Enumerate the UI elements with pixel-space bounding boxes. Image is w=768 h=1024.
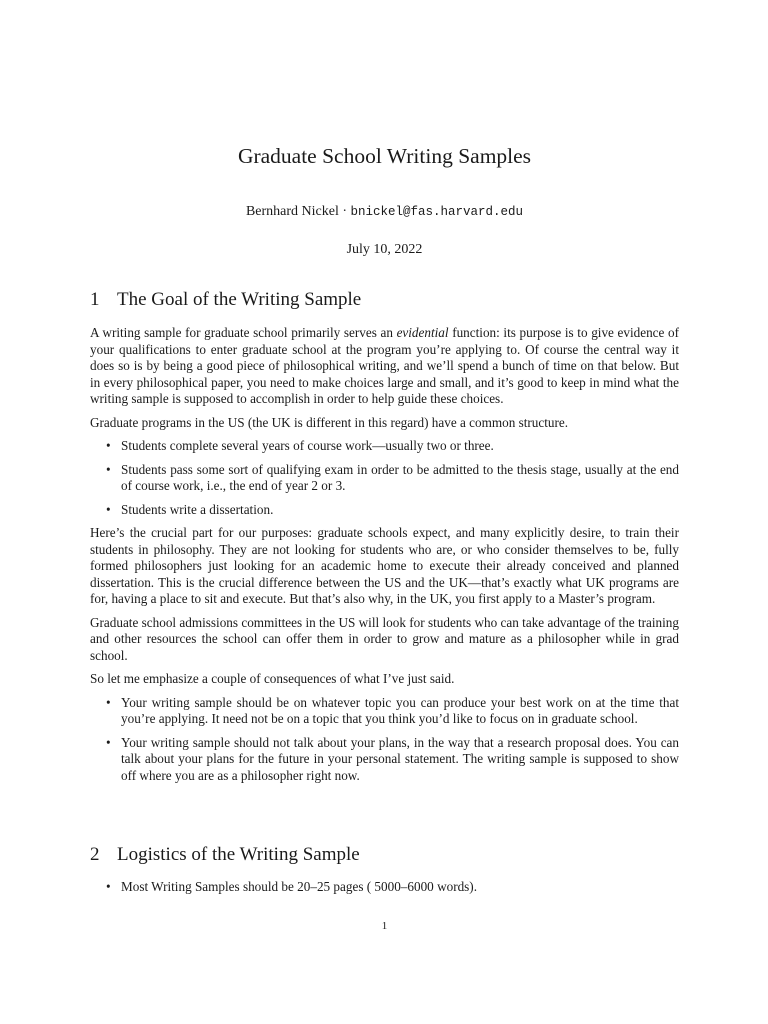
document-date: July 10, 2022: [346, 242, 423, 257]
bullet-icon: •: [106, 438, 111, 453]
list-item-text: Your writing sample should not talk about your plans, in the way that a research proposal does. You can talk about your plans for the future in your personal statement. The writing sample is supposed to show off where you are as a philosopher right now.: [121, 734, 679, 783]
emphasis-text: evidential: [396, 325, 449, 340]
section-1-body: [90, 325, 679, 791]
author-name: Bernhard Nickel: [245, 204, 339, 219]
document-title: Graduate School Writing Samples: [237, 144, 532, 168]
list-item: [90, 502, 679, 519]
bullet-icon: •: [106, 734, 111, 750]
section-heading-2: [90, 843, 679, 867]
list-item: [90, 438, 679, 455]
page-number: 1: [381, 920, 388, 932]
list-item: [90, 462, 679, 495]
author-email: bnickel@fas.harvard.edu: [350, 205, 524, 219]
section-number: 2: [90, 844, 100, 865]
paragraph: [90, 325, 679, 408]
bullet-list: [90, 879, 679, 896]
section-heading-1: [90, 288, 679, 312]
list-item-text: Students complete several years of course work—usually two or three.: [121, 438, 494, 453]
section-title: Logistics of the Writing Sample: [117, 844, 360, 865]
section-number: 1: [90, 289, 100, 310]
list-item: [90, 879, 679, 896]
paragraph: Here’s the crucial part for our purposes: graduate schools expect, and many explicitly desire, to train their students in philosophy. They are not looking for students who are, or who consider themselves to be, fully formed philosophers just looking for an academic home to execute their already conceived and planned dissertation. This is the crucial difference between the US and the UK—that’s exactly what UK programs are for, having a place to sit and execute. But that’s also why, in the UK, you first apply to a Master’s program.: [90, 525, 679, 606]
bullet-list: [90, 695, 679, 785]
bullet-icon: •: [106, 694, 111, 710]
paragraph: So let me emphasize a couple of consequences of what I’ve just said.: [90, 671, 455, 686]
bullet-icon: •: [106, 461, 111, 477]
list-item: [90, 695, 679, 728]
list-item-text: Your writing sample should be on whatever topic you can produce your best work on at the time that you’re applying. It need not be on a topic that you think you’d like to focus on in graduate school.: [121, 694, 679, 726]
paragraph: Graduate school admissions committees in the US will look for students who can take advantage of the training and other resources the school can offer them in order to grow and mature as a philosopher while in grad school.: [90, 614, 679, 663]
list-item-text: Most Writing Samples should be 20–25 pages ( 5000–6000 words).: [121, 879, 477, 894]
paragraph-text: A writing sample for graduate school primarily serves an: [90, 325, 397, 340]
author-line: [90, 203, 679, 221]
paragraph-text: function: its purpose is to give evidence of your qualifications to enter graduate school at the program you’re applying to. Of course the central way it does so is by being a good piece of philosophical writing, and we’ll spend a bunch of time on that below. But in every philosophical paper, you need to make choices large and small, and it’s good to keep in mind what the writing sample is supposed to accomplish in order to help guide these choices.: [90, 325, 679, 406]
section-title: The Goal of the Writing Sample: [117, 289, 362, 310]
author-separator: ·: [338, 204, 351, 219]
bullet-icon: •: [106, 501, 111, 517]
bullet-list: [90, 438, 679, 518]
bullet-icon: •: [106, 879, 111, 894]
list-item-text: Students write a dissertation.: [121, 501, 274, 517]
list-item: [90, 735, 679, 785]
list-item-text: Students pass some sort of qualifying exam in order to be admitted to the thesis stage, usually at the end of course work, i.e., the end of year 2 or 3.: [121, 461, 679, 493]
section-2-body: [90, 879, 679, 903]
document-page: [90, 0, 679, 1024]
paragraph: Graduate programs in the US (the UK is different in this regard) have a common structure.: [90, 414, 569, 430]
